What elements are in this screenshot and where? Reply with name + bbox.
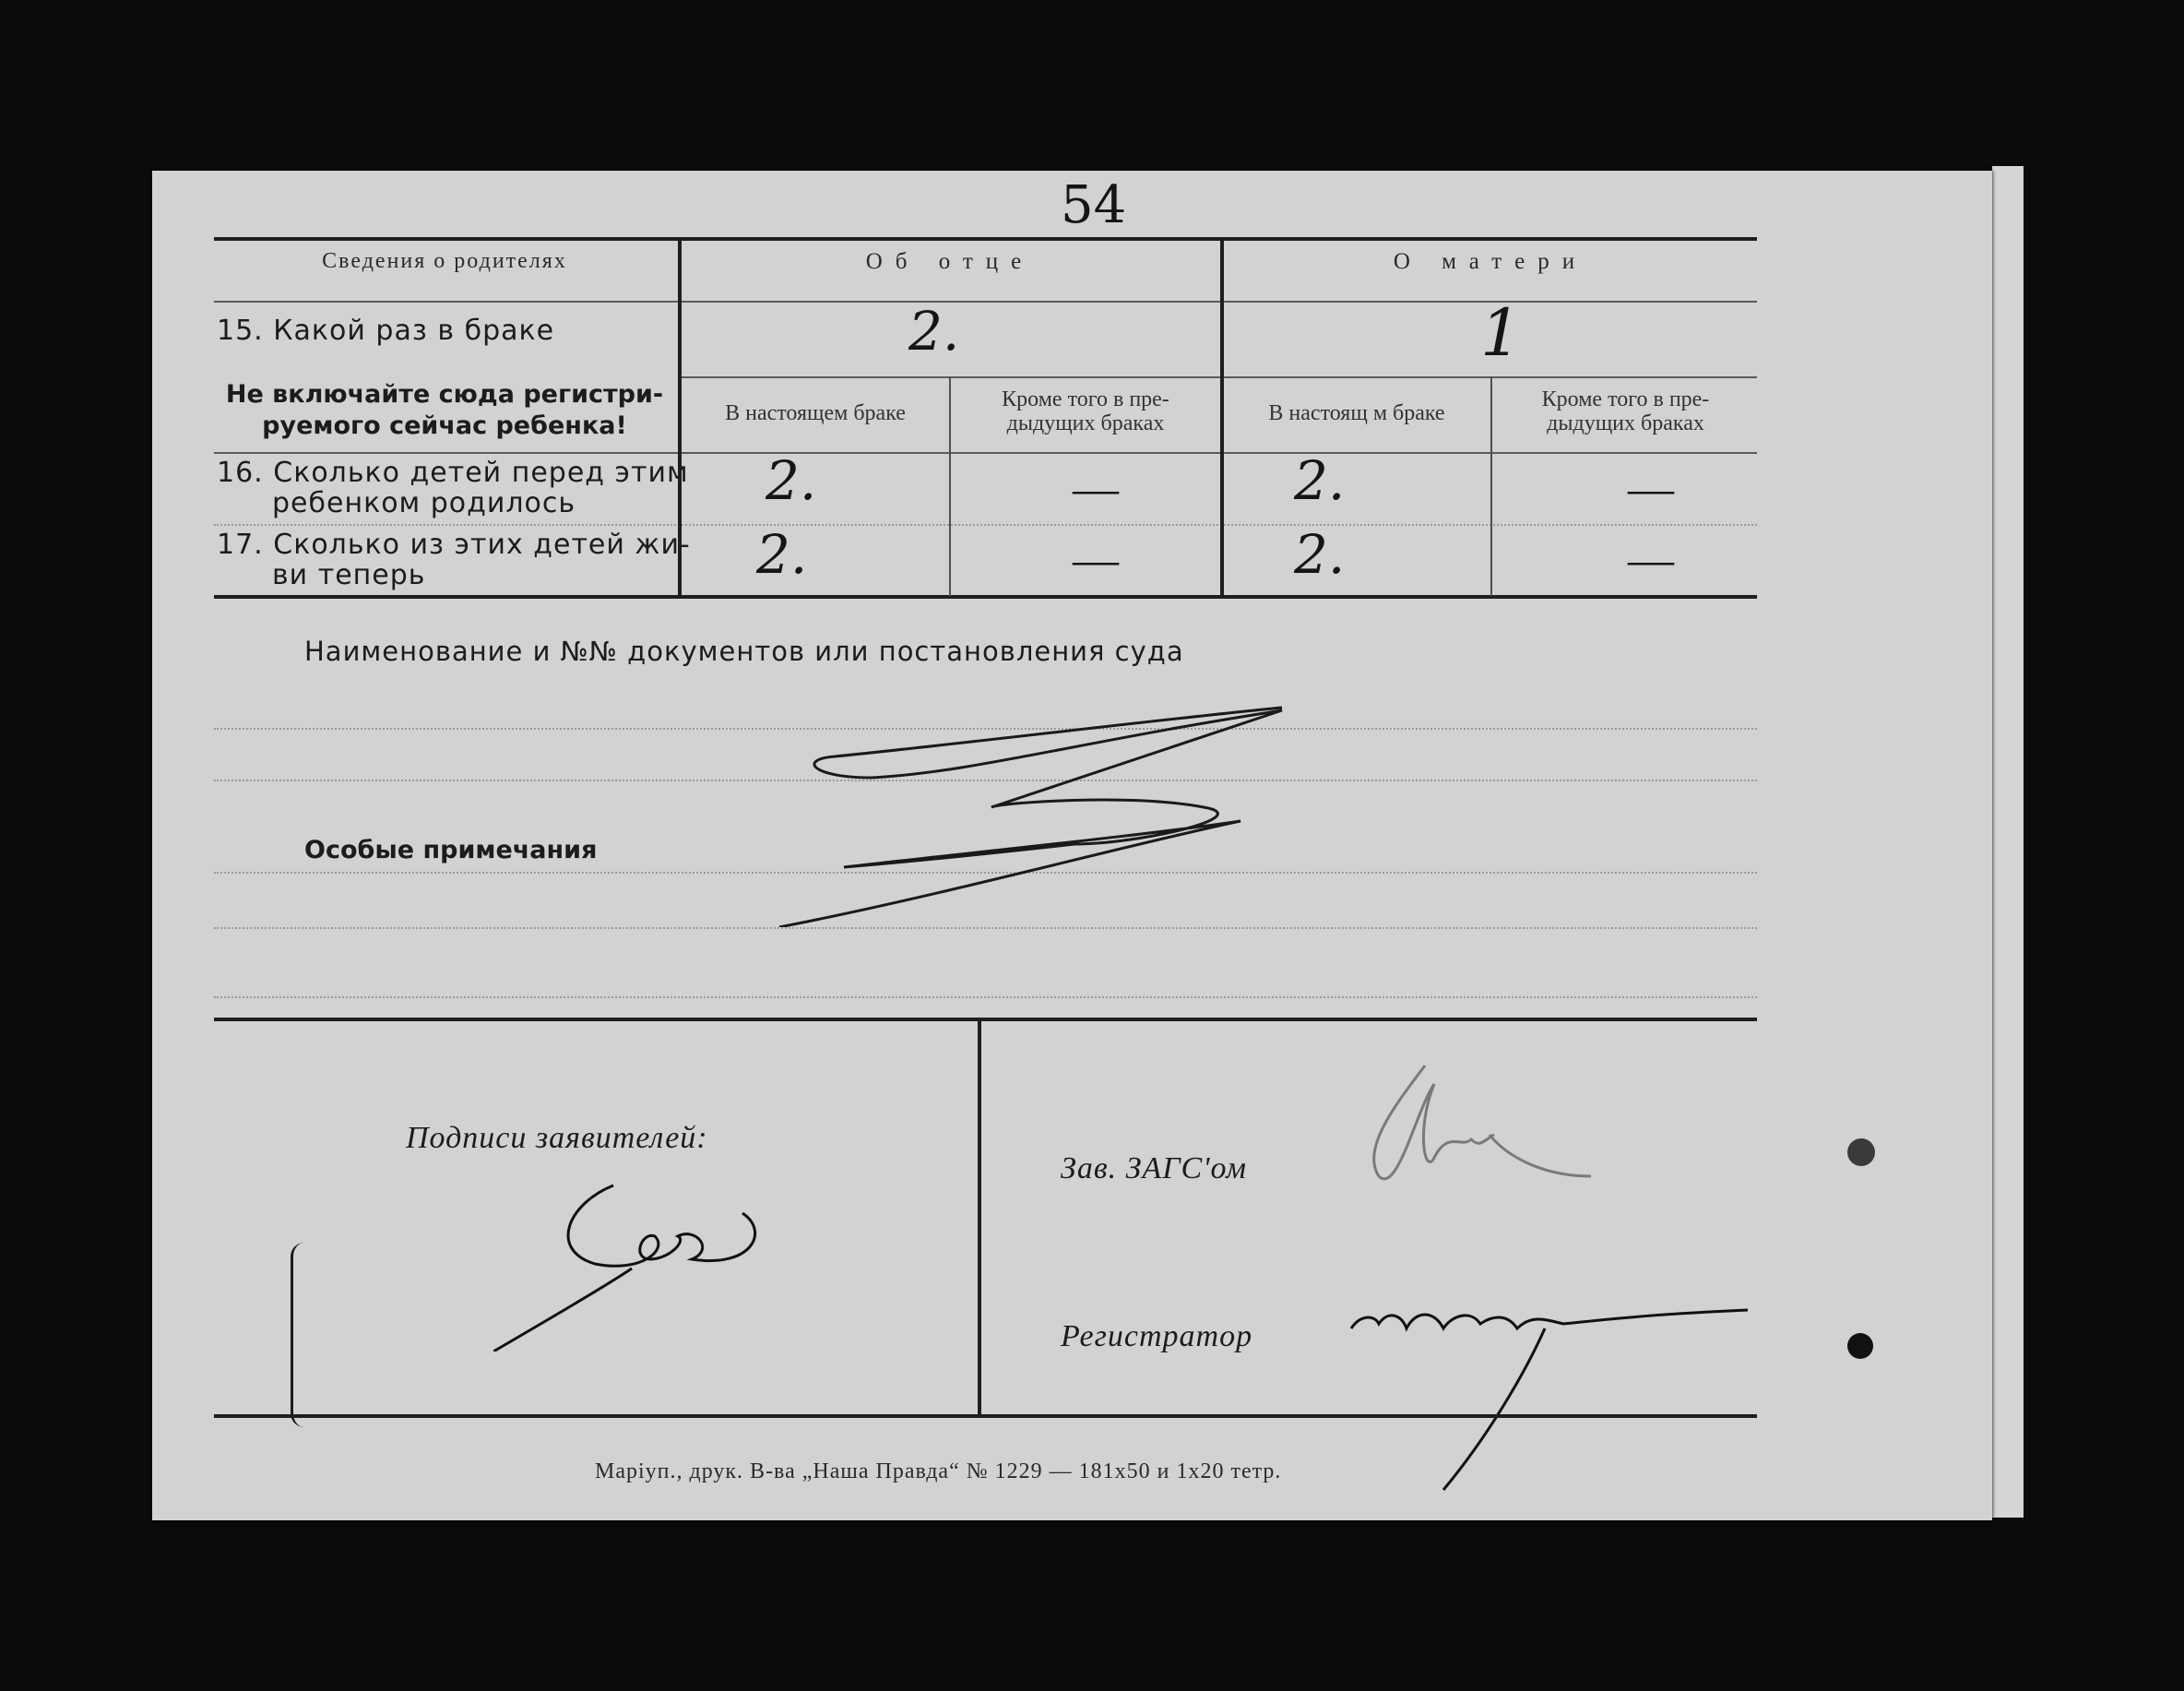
- zags-head-label: Зав. ЗАГС'ом: [1061, 1151, 1247, 1185]
- printer-imprint: Маріуп., друк. В-ва „Наша Правда“ № 1229 — 181x50 и 1x20 тетр.: [595, 1459, 1282, 1483]
- applicants-signature-label: Подписи заявителей:: [406, 1121, 708, 1155]
- q15-mother-value: 1: [1480, 295, 1522, 371]
- applicants-brace: [291, 1243, 304, 1427]
- col-prev-marriage-father-2: дыдущих браках: [1006, 411, 1165, 435]
- header-mother: О матери: [1393, 249, 1588, 274]
- note-line-2: руемого сейчас ребенка!: [262, 411, 627, 440]
- subheader-top-rule: [678, 376, 1757, 378]
- q17-label-1: 17. Сколько из этих детей жи-: [217, 529, 691, 561]
- q17-prev-father: —: [1073, 533, 1119, 585]
- header-parents-info: Сведения о родителях: [322, 249, 567, 273]
- q15-label: 15. Какой раз в браке: [217, 315, 555, 347]
- col-prev-marriage-father-1: Кроме того в пре-: [1002, 387, 1169, 411]
- q16-current-mother: 2.: [1294, 449, 1346, 512]
- applicants-signature: [493, 1167, 789, 1352]
- q17-current-mother: 2.: [1294, 523, 1346, 586]
- notes-line-3: [214, 996, 1757, 998]
- special-notes-label: Особые примечания: [304, 836, 598, 864]
- col-rule-mother-sub: [1490, 376, 1492, 596]
- q17-label-2: ви теперь: [272, 559, 426, 591]
- q16-prev-father: —: [1073, 462, 1119, 514]
- signatures-top-rule: [214, 1018, 1757, 1021]
- punch-hole: [1847, 1138, 1875, 1166]
- col-current-marriage-mother: В настоящ м браке: [1268, 401, 1445, 425]
- q17-current-father: 2.: [756, 523, 808, 586]
- header-bottom-rule: [214, 301, 1757, 303]
- page-number: 54: [1061, 175, 1127, 235]
- card-edge: [1992, 166, 2024, 1518]
- q15-father-value: 2.: [908, 300, 960, 363]
- col-current-marriage-father: В настоящем браке: [725, 401, 906, 425]
- col-prev-marriage-mother-2: дыдущих браках: [1547, 411, 1704, 435]
- footer-rule: [214, 1414, 1757, 1418]
- col-prev-marriage-mother-1: Кроме того в пре-: [1541, 387, 1710, 411]
- q16-prev-mother: —: [1628, 462, 1674, 514]
- header-father: Об отце: [865, 249, 1035, 274]
- col-rule-father-sub: [949, 376, 951, 596]
- registrar-label: Регистратор: [1061, 1319, 1253, 1353]
- row-divider: [214, 524, 1757, 526]
- note-line-1: Не включайте сюда регистри-: [225, 380, 664, 409]
- notes-line-2: [214, 927, 1757, 929]
- q17-prev-mother: —: [1628, 533, 1674, 585]
- registration-card: [152, 171, 1992, 1520]
- signatures-divider: [978, 1019, 981, 1414]
- table-top-rule: [214, 237, 1757, 241]
- cancellation-mark: [761, 706, 1425, 927]
- q16-current-father: 2.: [766, 449, 817, 512]
- q16-label-2: ребенком родилось: [272, 487, 576, 519]
- documents-label: Наименование и №№ документов или постановления суда: [304, 636, 1184, 667]
- subheader-bottom-rule: [214, 452, 1757, 454]
- table-bottom-rule: [214, 595, 1757, 599]
- q16-label-1: 16. Сколько детей перед этим: [217, 457, 689, 489]
- zags-head-signature: [1323, 1047, 1748, 1222]
- punch-hole: [1847, 1333, 1873, 1359]
- registrar-signature: [1333, 1287, 1905, 1499]
